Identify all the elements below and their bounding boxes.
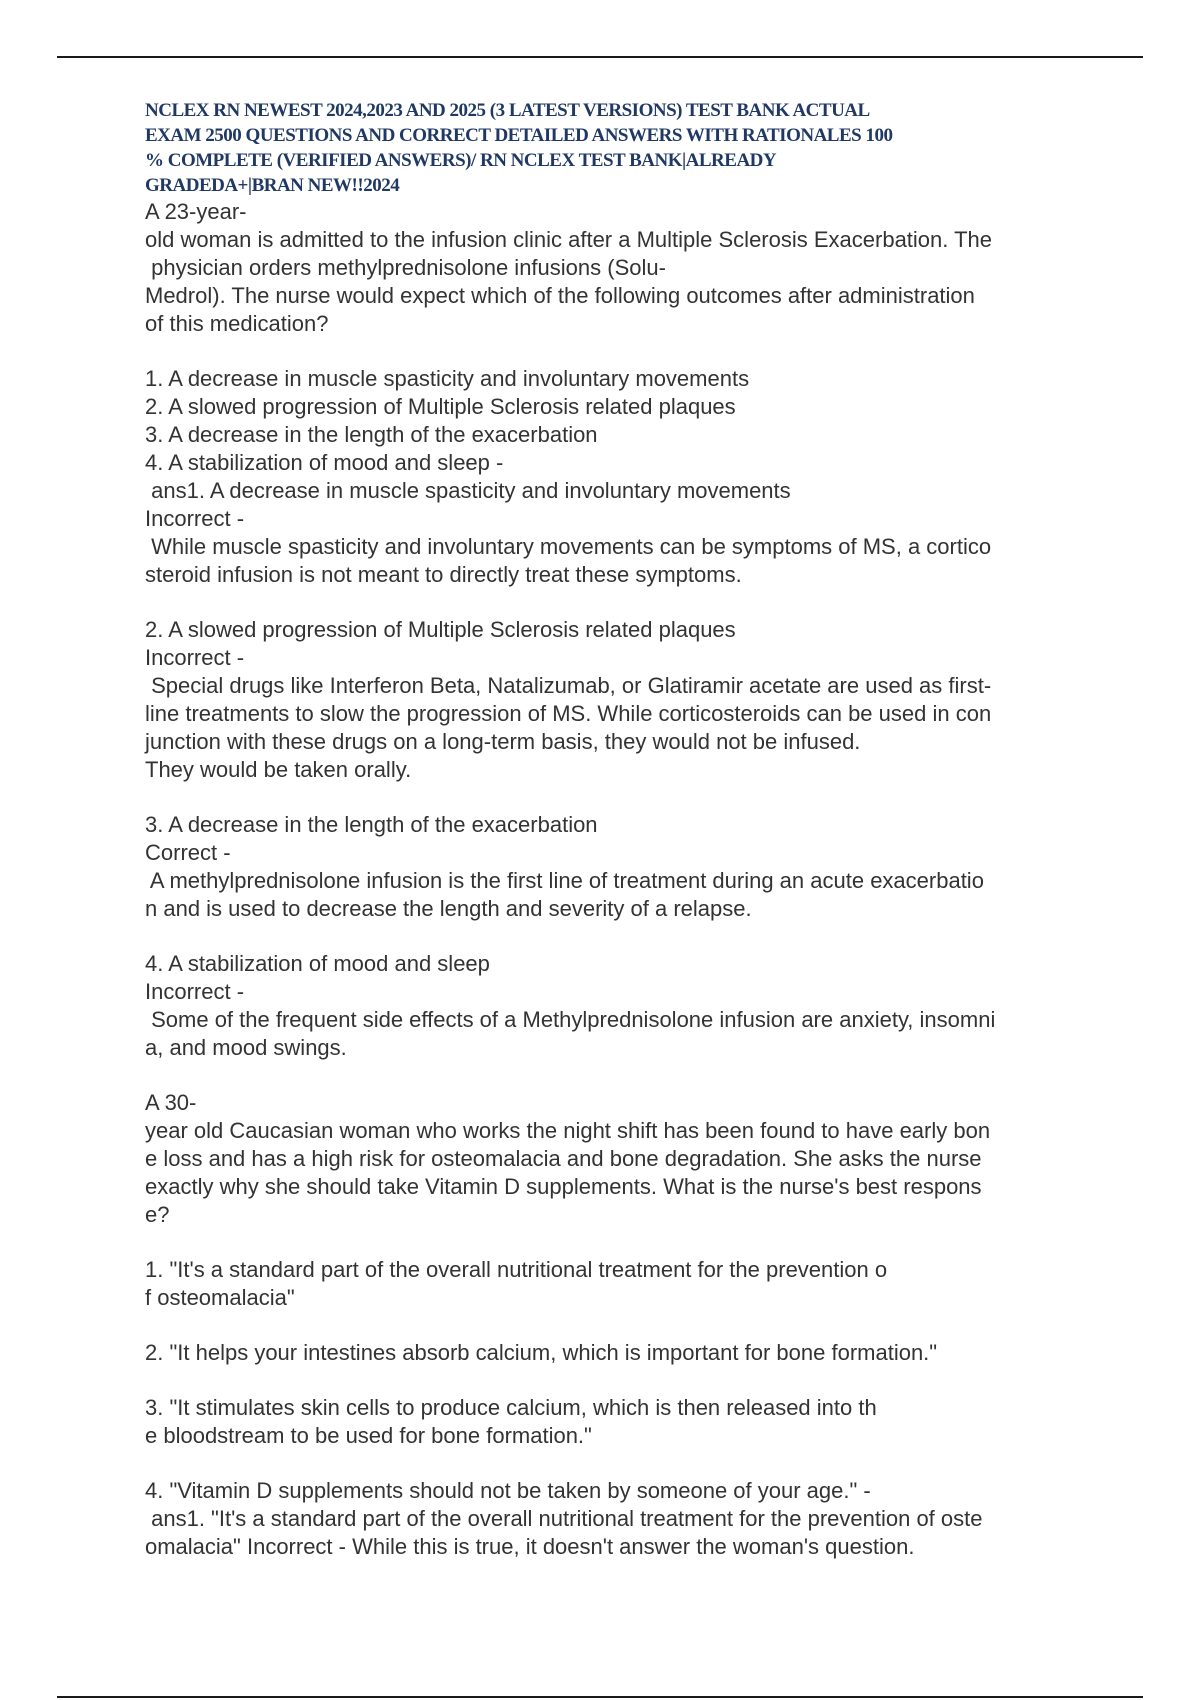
rationale-line: Incorrect - — [145, 645, 245, 670]
rationale-line: Correct - — [145, 840, 231, 865]
option: 3. A decrease in the length of the exacerbation — [145, 422, 598, 447]
rationale-line: 4. A stabilization of mood and sleep — [145, 951, 490, 976]
stem-line: exactly why she should take Vitamin D supplements. What is the nurse's best respons — [145, 1174, 982, 1199]
answer-rationale-2 — [145, 616, 1085, 784]
question-1-stem — [145, 198, 1085, 338]
rationale-line: a, and mood swings. — [145, 1035, 347, 1060]
rationale-line: Special drugs like Interferon Beta, Natalizumab, or Glatiramir acetate are used as first- — [145, 673, 992, 698]
title-line: % COMPLETE (VERIFIED ANSWERS)/ RN NCLEX TEST BANK|ALREADY — [145, 150, 777, 171]
answer-rationale-1 — [145, 477, 1085, 589]
option: 2. A slowed progression of Multiple Sclerosis related plaques — [145, 394, 736, 419]
stem-line: physician orders methylprednisolone infusions (Solu- — [145, 255, 666, 280]
option: 1. A decrease in muscle spasticity and involuntary movements — [145, 366, 750, 391]
rationale-line: line treatments to slow the progression of MS. While corticosteroids can be used in con — [145, 701, 992, 726]
stem-line: Medrol). The nurse would expect which of the following outcomes after administration — [145, 283, 975, 308]
rationale-line: ans1. A decrease in muscle spasticity and involuntary movements — [145, 478, 791, 503]
option-line: omalacia" Incorrect - While this is true, it doesn't answer the woman's question. — [145, 1534, 915, 1559]
stem-line: e? — [145, 1202, 170, 1227]
answer-rationale-3 — [145, 811, 1085, 923]
title-line: GRADEDA+|BRAN NEW!!2024 — [145, 175, 400, 196]
title-line: EXAM 2500 QUESTIONS AND CORRECT DETAILED ANSWERS WITH RATIONALES 100 — [145, 125, 893, 146]
rationale-line: Incorrect - — [145, 506, 245, 531]
option-line: ans1. "It's a standard part of the overall nutritional treatment for the prevention of oste — [145, 1506, 983, 1531]
stem-line: e loss and has a high risk for osteomalacia and bone degradation. She asks the nurse — [145, 1146, 982, 1171]
question-2-option-1 — [145, 1256, 1085, 1312]
question-2-option-3 — [145, 1394, 1085, 1450]
bottom-rule — [57, 1696, 1143, 1698]
stem-line: year old Caucasian woman who works the night shift has been found to have early bon — [145, 1118, 991, 1143]
rationale-line: A methylprednisolone infusion is the first line of treatment during an acute exacerbatio — [145, 868, 984, 893]
rationale-line: While muscle spasticity and involuntary movements can be symptoms of MS, a cortico — [145, 534, 992, 559]
option-line: e bloodstream to be used for bone formation." — [145, 1423, 592, 1448]
stem-line: A 30- — [145, 1090, 197, 1115]
question-2-stem — [145, 1089, 1085, 1229]
rationale-line: junction with these drugs on a long-term basis, they would not be infused. — [145, 729, 861, 754]
rationale-line: steroid infusion is not meant to directly treat these symptoms. — [145, 562, 742, 587]
rationale-line: n and is used to decrease the length and severity of a relapse. — [145, 896, 752, 921]
option: 4. A stabilization of mood and sleep - — [145, 450, 504, 475]
rationale-line: They would be taken orally. — [145, 757, 412, 782]
question-2-option-2 — [145, 1339, 1085, 1367]
option-line: 4. "Vitamin D supplements should not be taken by someone of your age." - — [145, 1478, 871, 1503]
option-line: 2. "It helps your intestines absorb calcium, which is important for bone formation." — [145, 1340, 938, 1365]
question-1-options — [145, 365, 1085, 477]
title-line: NCLEX RN NEWEST 2024,2023 AND 2025 (3 LATEST VERSIONS) TEST BANK ACTUAL — [145, 100, 870, 121]
document-title — [145, 98, 1085, 198]
option-line: 3. "It stimulates skin cells to produce calcium, which is then released into th — [145, 1395, 877, 1420]
option-line: 1. "It's a standard part of the overall nutritional treatment for the prevention o — [145, 1257, 888, 1282]
rationale-line: 2. A slowed progression of Multiple Sclerosis related plaques — [145, 617, 736, 642]
top-rule — [57, 56, 1143, 58]
option-line: f osteomalacia" — [145, 1285, 295, 1310]
document-body — [145, 98, 1085, 1561]
question-2-option-4 — [145, 1477, 1085, 1561]
stem-line: of this medication? — [145, 311, 329, 336]
rationale-line: 3. A decrease in the length of the exacerbation — [145, 812, 598, 837]
stem-line: A 23-year- — [145, 199, 247, 224]
answer-rationale-4 — [145, 950, 1085, 1062]
stem-line: old woman is admitted to the infusion clinic after a Multiple Sclerosis Exacerbation. The — [145, 227, 993, 252]
rationale-line: Incorrect - — [145, 979, 245, 1004]
rationale-line: Some of the frequent side effects of a Methylprednisolone infusion are anxiety, insomni — [145, 1007, 996, 1032]
